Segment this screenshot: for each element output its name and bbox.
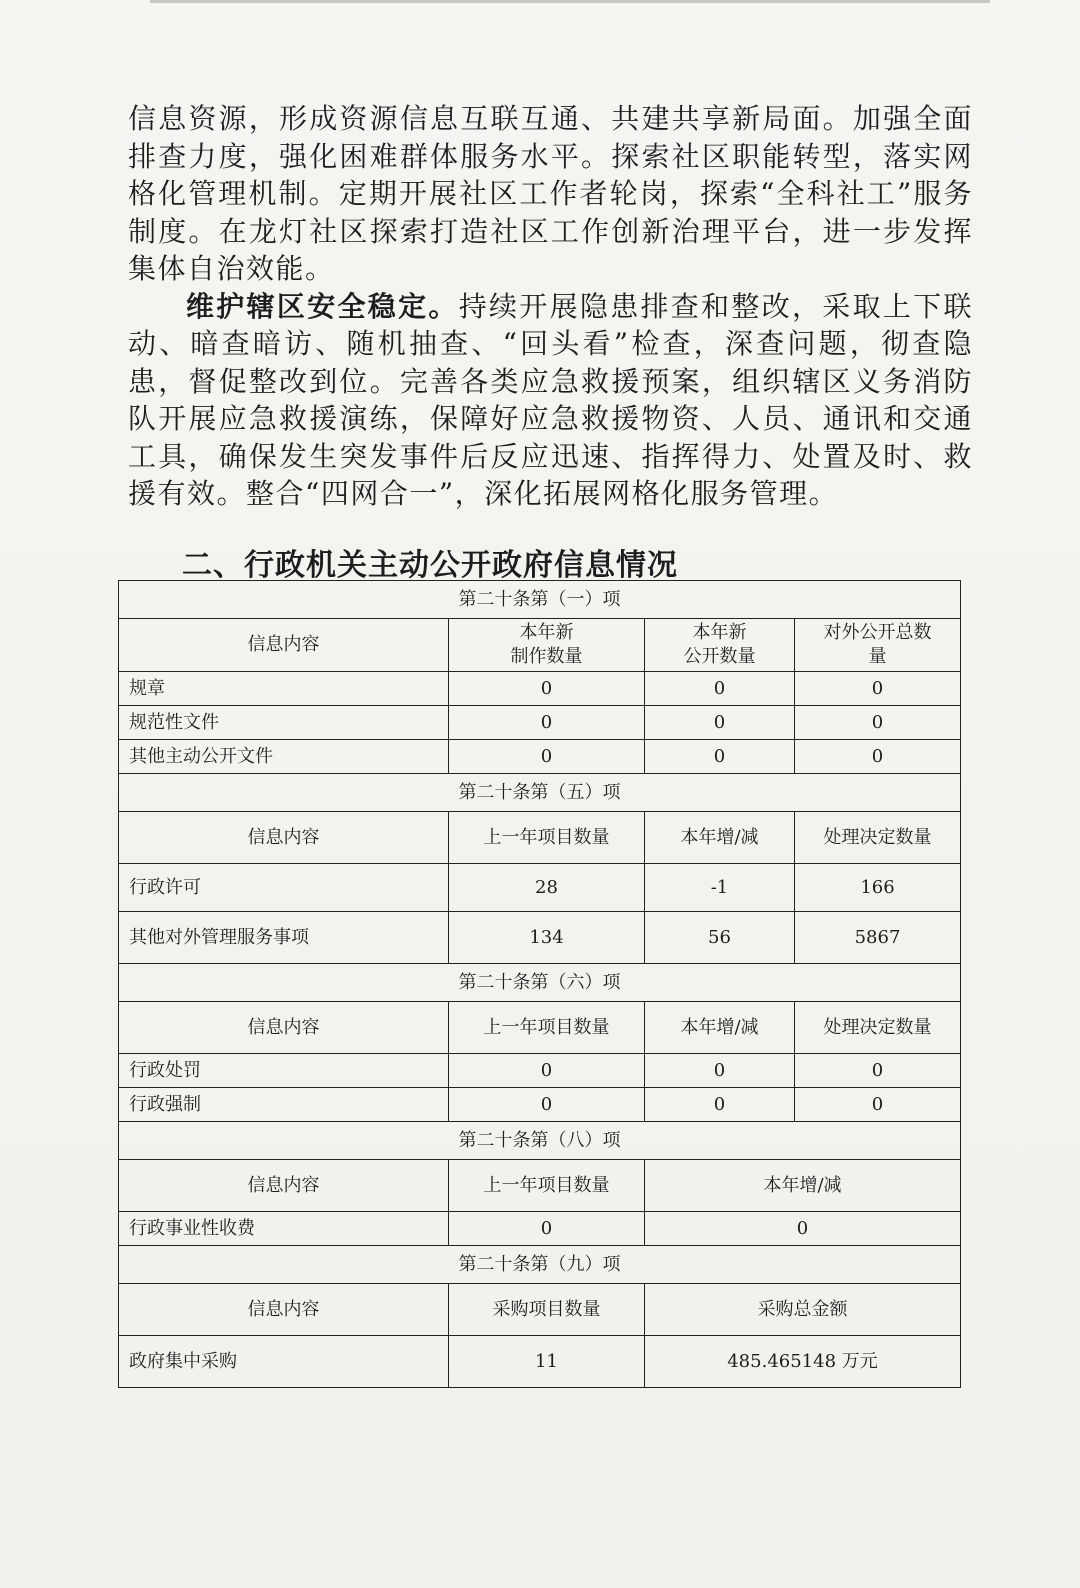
- section-6-title: 第二十条第（六）项: [119, 964, 961, 1002]
- section-8-title: 第二十条第（八）项: [119, 1122, 961, 1160]
- column-header: 处理决定数量: [795, 812, 961, 864]
- cell-value: 0: [449, 740, 645, 774]
- cell-value: 0: [795, 1088, 961, 1122]
- table-row: [119, 1212, 961, 1246]
- cell-value: 0: [449, 706, 645, 740]
- cell-value: 0: [645, 1212, 961, 1246]
- row-label: 政府集中采购: [119, 1336, 449, 1388]
- cell-value: 0: [449, 1212, 645, 1246]
- table-section-header: [119, 774, 961, 812]
- section-5-title: 第二十条第（五）项: [119, 774, 961, 812]
- column-header: 本年新 公开数量: [645, 619, 795, 672]
- column-header: 信息内容: [119, 619, 449, 672]
- table-row: [119, 672, 961, 706]
- section-9-title: 第二十条第（九）项: [119, 1246, 961, 1284]
- column-header: 上一年项目数量: [449, 1160, 645, 1212]
- cell-value: 485.465148 万元: [645, 1336, 961, 1388]
- page-top-edge: [150, 0, 990, 3]
- column-header: 信息内容: [119, 1002, 449, 1054]
- column-header: 采购总金额: [645, 1284, 961, 1336]
- cell-value: 0: [449, 672, 645, 706]
- paragraph-2-heading: 维护辖区安全稳定。: [186, 289, 459, 323]
- row-label: 行政许可: [119, 864, 449, 912]
- cell-value: 56: [645, 912, 795, 964]
- table-row: [119, 912, 961, 964]
- table-header-row: [119, 1002, 961, 1054]
- cell-value: 0: [645, 740, 795, 774]
- cell-value: 0: [645, 672, 795, 706]
- paragraph-1: [128, 100, 973, 288]
- column-header: 信息内容: [119, 1284, 449, 1336]
- cell-value: 0: [645, 1088, 795, 1122]
- cell-value: -1: [645, 864, 795, 912]
- row-label: 其他对外管理服务事项: [119, 912, 449, 964]
- column-header: 本年增/减: [645, 812, 795, 864]
- table-row: [119, 1054, 961, 1088]
- table-header-row: [119, 619, 961, 672]
- column-header: 上一年项目数量: [449, 1002, 645, 1054]
- column-header: 信息内容: [119, 1160, 449, 1212]
- column-header: 信息内容: [119, 812, 449, 864]
- section-1-title: 第二十条第（一）项: [119, 581, 961, 619]
- cell-value: 0: [449, 1088, 645, 1122]
- paragraph-2-text: 持续开展隐患排查和整改，采取上下联动、暗查暗访、随机抽查、“回头看”检查，深查问题，彻查隐患，督促整改到位。完善各类应急救援预案，组织辖区义务消防队开展应急救援演练，保障好应急救援物资、人员、通讯和交通工具，确保发生突发事件后反应迅速、指挥得力、处置及时、救援有效。整合“四网合一”，深化拓展网格化服务管理。: [128, 289, 973, 510]
- paragraph-2: [128, 288, 973, 513]
- table-section-header: [119, 581, 961, 619]
- row-label: 行政事业性收费: [119, 1212, 449, 1246]
- table-row: [119, 864, 961, 912]
- column-header: 本年新 制作数量: [449, 619, 645, 672]
- row-label: 规章: [119, 672, 449, 706]
- cell-value: 134: [449, 912, 645, 964]
- table-section-header: [119, 1122, 961, 1160]
- table-header-row: [119, 812, 961, 864]
- cell-value: 28: [449, 864, 645, 912]
- table-row: [119, 1336, 961, 1388]
- cell-value: 166: [795, 864, 961, 912]
- paragraph-1-text: 信息资源，形成资源信息互联互通、共建共享新局面。加强全面排查力度，强化困难群体服务水平。探索社区职能转型，落实网格化管理机制。定期开展社区工作者轮岗，探索“全科社工”服务制度。在龙灯社区探索打造社区工作创新治理平台，进一步发挥集体自治效能。: [128, 102, 973, 285]
- table-row: [119, 740, 961, 774]
- column-header: 处理决定数量: [795, 1002, 961, 1054]
- cell-value: 0: [795, 1054, 961, 1088]
- table-row: [119, 1088, 961, 1122]
- cell-value: 5867: [795, 912, 961, 964]
- cell-value: 11: [449, 1336, 645, 1388]
- cell-value: 0: [645, 706, 795, 740]
- column-header: 本年增/减: [645, 1160, 961, 1212]
- table-section-header: [119, 1246, 961, 1284]
- table-row: [119, 706, 961, 740]
- cell-value: 0: [795, 740, 961, 774]
- cell-value: 0: [645, 1054, 795, 1088]
- info-disclosure-table: [118, 580, 961, 1388]
- row-label: 规范性文件: [119, 706, 449, 740]
- cell-value: 0: [795, 706, 961, 740]
- section-title: 二、行政机关主动公开政府信息情况: [182, 548, 678, 583]
- column-header: 本年增/减: [645, 1002, 795, 1054]
- column-header: 采购项目数量: [449, 1284, 645, 1336]
- column-header: 对外公开总数 量: [795, 619, 961, 672]
- row-label: 行政处罚: [119, 1054, 449, 1088]
- cell-value: 0: [449, 1054, 645, 1088]
- table-header-row: [119, 1284, 961, 1336]
- row-label: 行政强制: [119, 1088, 449, 1122]
- table-header-row: [119, 1160, 961, 1212]
- column-header: 上一年项目数量: [449, 812, 645, 864]
- cell-value: 0: [795, 672, 961, 706]
- body-text: [128, 100, 973, 513]
- row-label: 其他主动公开文件: [119, 740, 449, 774]
- table-section-header: [119, 964, 961, 1002]
